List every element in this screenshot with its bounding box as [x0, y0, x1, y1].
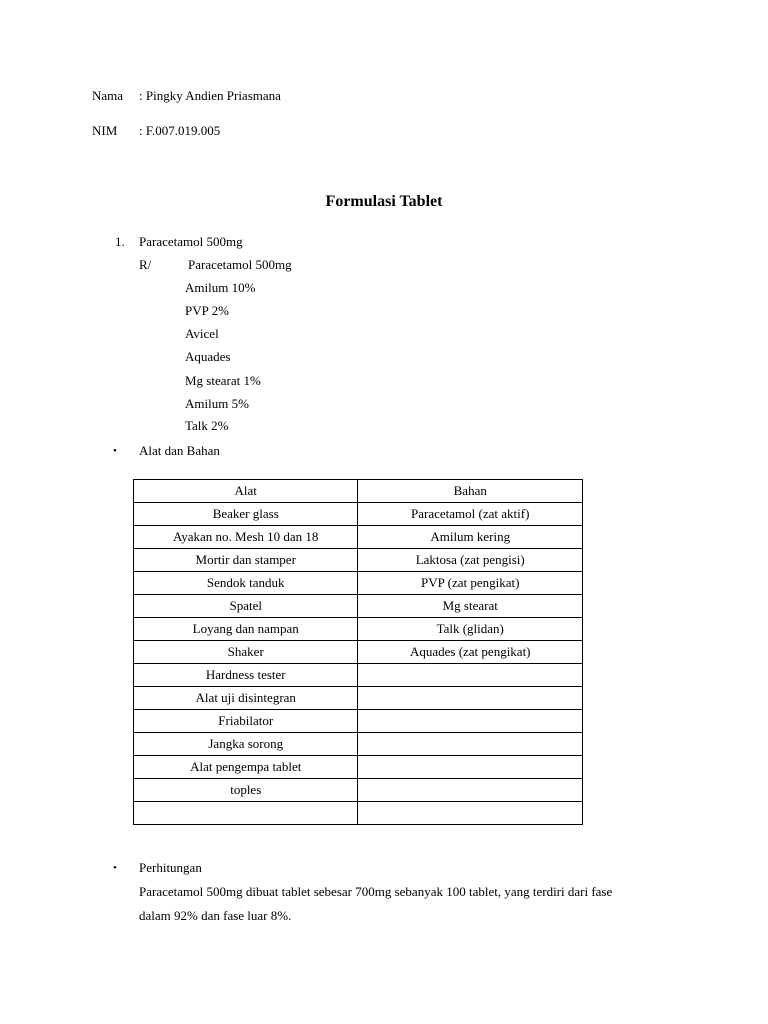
table-row	[134, 526, 583, 549]
bahan-cell: Aquades (zat pengikat)	[358, 641, 583, 664]
table-header-row	[134, 480, 583, 503]
bahan-cell: Paracetamol (zat aktif)	[358, 503, 583, 526]
alat-cell: Spatel	[134, 595, 358, 618]
ingredient-item: PVP 2%	[185, 303, 229, 318]
alat-cell: toples	[134, 779, 358, 802]
alat-cell: Hardness tester	[134, 664, 358, 687]
ingredient-item: Paracetamol 500mg	[188, 257, 292, 272]
document-title: Formulasi Tablet	[325, 193, 443, 210]
table-row	[134, 687, 583, 710]
recipe-marker: R/	[139, 257, 152, 272]
bahan-cell	[358, 710, 583, 733]
ingredient-item: Amilum 10%	[185, 280, 256, 295]
table-row	[134, 756, 583, 779]
bahan-cell: Amilum kering	[358, 526, 583, 549]
perhitungan-line: dalam 92% dan fase luar 8%.	[139, 908, 292, 923]
alat-cell: Jangka sorong	[134, 733, 358, 756]
perhitungan-heading: Perhitungan	[139, 860, 202, 875]
column-header-bahan: Bahan	[358, 480, 583, 503]
alat-cell: Shaker	[134, 641, 358, 664]
ingredient-item: Aquades	[185, 349, 231, 364]
alat-cell: Beaker glass	[134, 503, 358, 526]
table-row	[134, 595, 583, 618]
nim-value: : F.007.019.005	[139, 123, 221, 138]
table-row	[134, 710, 583, 733]
alat-cell: Loyang dan nampan	[134, 618, 358, 641]
column-header-alat: Alat	[134, 480, 358, 503]
alat-cell: Alat uji disintegran	[134, 687, 358, 710]
alat-cell: Alat pengempa tablet	[134, 756, 358, 779]
alat-cell: Ayakan no. Mesh 10 dan 18	[134, 526, 358, 549]
bahan-cell	[358, 779, 583, 802]
name-label: Nama	[92, 88, 124, 103]
bahan-cell	[358, 733, 583, 756]
ingredient-item: Mg stearat 1%	[185, 373, 261, 388]
section-heading: Paracetamol 500mg	[139, 234, 243, 249]
bahan-cell: PVP (zat pengikat)	[358, 572, 583, 595]
alat-cell: Mortir dan stamper	[134, 549, 358, 572]
table-row	[134, 572, 583, 595]
table-row	[134, 618, 583, 641]
alat-bahan-table	[133, 479, 583, 825]
bullet-icon: •	[113, 862, 117, 874]
ingredient-item: Avicel	[185, 326, 219, 341]
bullet-icon: •	[113, 445, 117, 457]
table-row	[134, 664, 583, 687]
nim-label: NIM	[92, 123, 118, 138]
bahan-cell: Laktosa (zat pengisi)	[358, 549, 583, 572]
ingredient-item: Talk 2%	[185, 418, 229, 433]
perhitungan-line: Paracetamol 500mg dibuat tablet sebesar 700mg sebanyak 100 tablet, yang terdiri dari fase	[139, 884, 613, 899]
bahan-cell	[358, 756, 583, 779]
bahan-cell	[358, 687, 583, 710]
bahan-cell	[358, 664, 583, 687]
alat-cell: Friabilator	[134, 710, 358, 733]
bahan-cell	[358, 802, 583, 825]
bahan-cell: Mg stearat	[358, 595, 583, 618]
table-row	[134, 802, 583, 825]
table-row	[134, 779, 583, 802]
alat-bahan-heading: Alat dan Bahan	[139, 443, 220, 458]
name-value: : Pingky Andien Priasmana	[139, 88, 281, 103]
alat-cell	[134, 802, 358, 825]
table-row	[134, 641, 583, 664]
table-row	[134, 549, 583, 572]
section-number: 1.	[115, 234, 125, 249]
ingredient-item: Amilum 5%	[185, 396, 249, 411]
table-row	[134, 503, 583, 526]
table-row	[134, 733, 583, 756]
alat-cell: Sendok tanduk	[134, 572, 358, 595]
bahan-cell: Talk (glidan)	[358, 618, 583, 641]
